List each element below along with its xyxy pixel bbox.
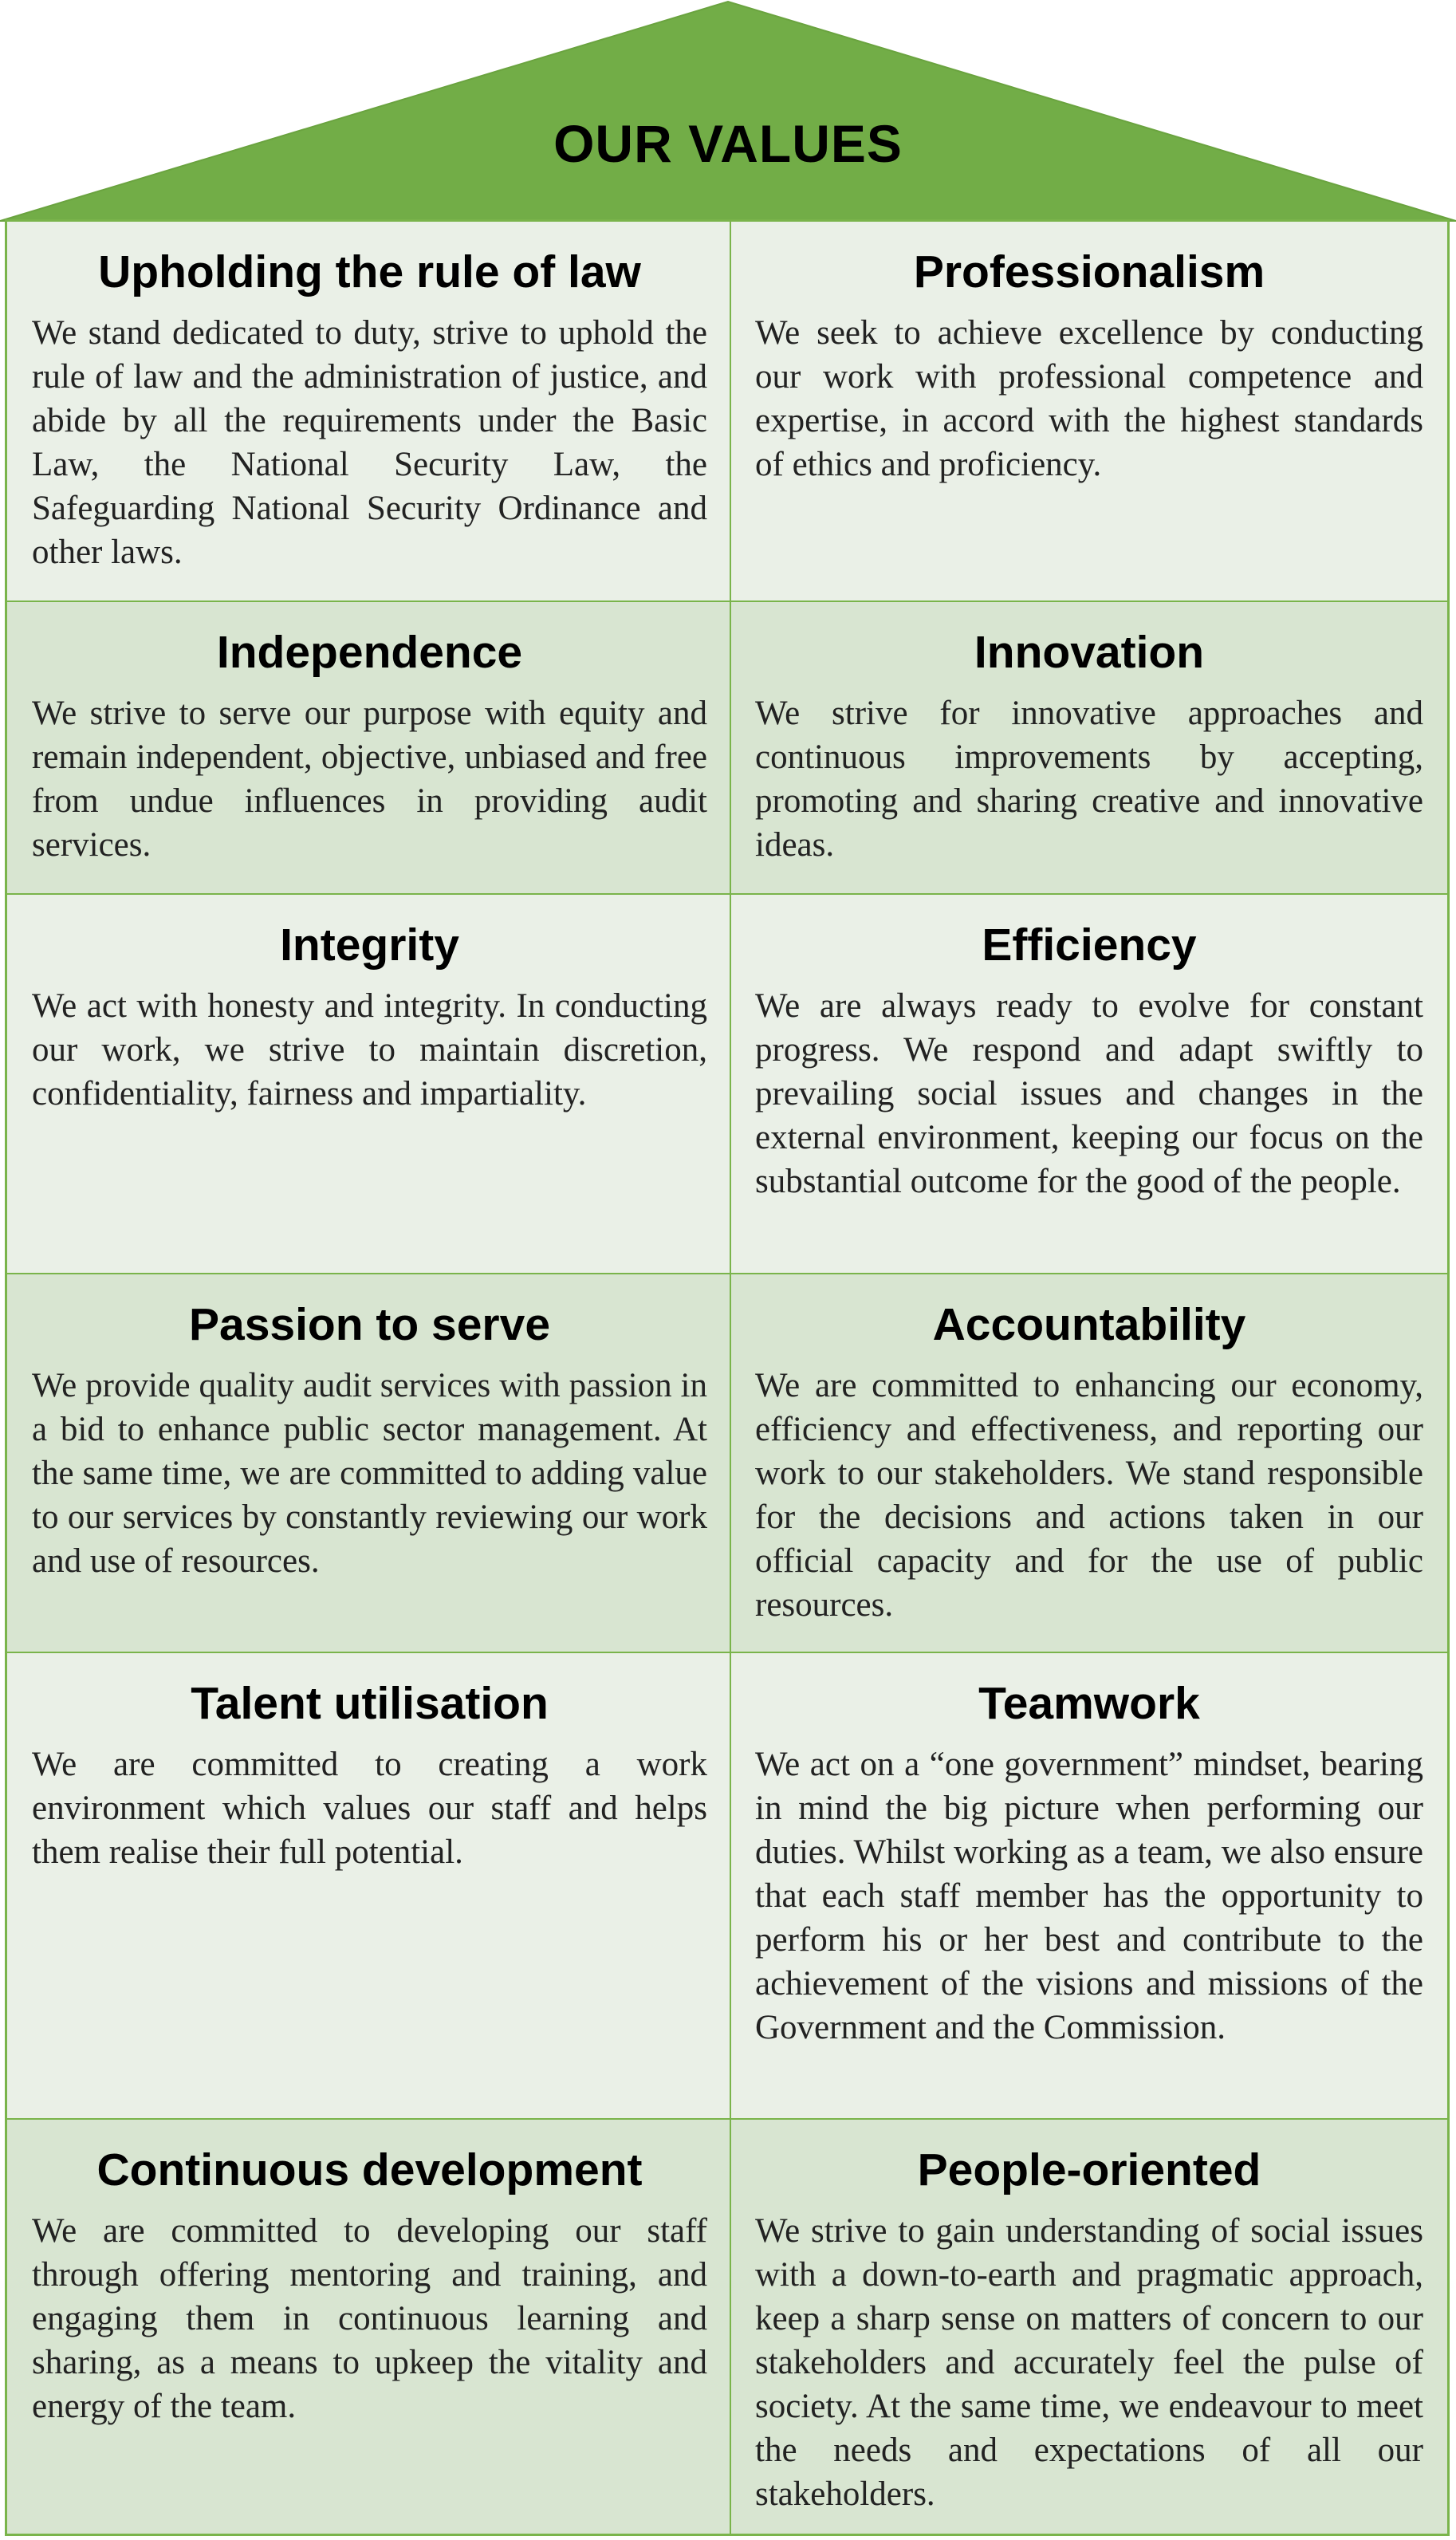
value-card xyxy=(7,1653,731,2118)
value-card xyxy=(731,1653,1447,2118)
values-grid xyxy=(5,219,1450,2536)
value-heading: Innovation xyxy=(974,627,1205,678)
value-heading: People-oriented xyxy=(917,2144,1261,2195)
value-heading: Independence xyxy=(216,627,523,678)
value-heading: Continuous development xyxy=(96,2144,643,2195)
value-heading: Efficiency xyxy=(982,920,1197,971)
value-heading: Accountability xyxy=(932,1299,1246,1350)
values-row xyxy=(7,1653,1447,2120)
value-description: We are committed to enhancing our economy, efficiency and effectiveness, and reporting our work to our stakeholders. We stand responsible for the decisions and actions taken in our official capacity and for the use of public resources. xyxy=(755,1367,1423,1624)
value-heading: Upholding the rule of law xyxy=(98,246,641,297)
value-card xyxy=(7,1274,731,1652)
value-card xyxy=(7,895,731,1273)
value-description: We strive to serve our purpose with equity and remain independent, objective, unbiased and free from undue influences in providing audit services. xyxy=(32,695,707,864)
value-heading: Professionalism xyxy=(913,246,1265,297)
value-card xyxy=(7,602,731,893)
value-heading: Talent utilisation xyxy=(191,1678,549,1729)
value-description: We stand dedicated to duty, strive to uphold the rule of law and the administration of justice, and abide by all the requirements under the Basic Law, the National Security Law, the Safeguarding National Security Ordinance and other laws. xyxy=(32,314,707,571)
values-row xyxy=(7,222,1447,602)
value-description: We strive to gain understanding of social issues with a down-to-earth and pragmatic approach, keep a sharp sense on matters of concern to our stakeholders and accurately feel the pulse of society. At the same time, we endeavour to meet the needs and expectations of all our stakeholders. xyxy=(755,2212,1423,2513)
values-row xyxy=(7,602,1447,895)
value-description: We provide quality audit services with passion in a bid to enhance public sector management. At the same time, we are committed to adding value to our services by constantly reviewing our work and use of resources. xyxy=(32,1367,707,1580)
values-row xyxy=(7,1274,1447,1653)
value-card xyxy=(731,895,1447,1273)
values-row xyxy=(7,895,1447,1274)
value-heading: Teamwork xyxy=(978,1678,1200,1729)
value-description: We seek to achieve excellence by conducting our work with professional competence and expertise, in accord with the highest standards of ethics and proficiency. xyxy=(755,314,1423,483)
value-description: We act on a “one government” mindset, bearing in mind the big picture when performing our duties. Whilst working as a team, we also ensure that each staff member has the opportunity to perform his or her best and contribute to the achievement of the visions and missions of the Government and the Commission. xyxy=(755,1746,1423,2046)
value-card xyxy=(731,602,1447,893)
value-card xyxy=(731,222,1447,601)
page-title: OUR VALUES xyxy=(553,114,903,173)
value-description: We are always ready to evolve for constant progress. We respond and adapt swiftly to prevailing social issues and changes in the external environment, keeping our focus on the substantial outcome for the good of the people. xyxy=(755,987,1423,1200)
value-description: We act with honesty and integrity. In conducting our work, we strive to maintain discretion, confidentiality, fairness and impartiality. xyxy=(32,987,707,1112)
value-heading: Integrity xyxy=(280,920,459,971)
value-description: We are committed to creating a work environment which values our staff and helps them realise their full potential. xyxy=(32,1746,707,1871)
values-row xyxy=(7,2120,1447,2534)
value-description: We strive for innovative approaches and continuous improvements by accepting, promoting and sharing creative and innovative ideas. xyxy=(755,695,1423,864)
value-card xyxy=(731,1274,1447,1652)
value-card xyxy=(731,2120,1447,2534)
value-card xyxy=(7,2120,731,2534)
value-heading: Passion to serve xyxy=(188,1299,551,1350)
value-card xyxy=(7,222,731,601)
value-description: We are committed to developing our staff through offering mentoring and training, and engaging them in continuous learning and sharing, as a means to upkeep the vitality and energy of the team. xyxy=(32,2212,707,2425)
